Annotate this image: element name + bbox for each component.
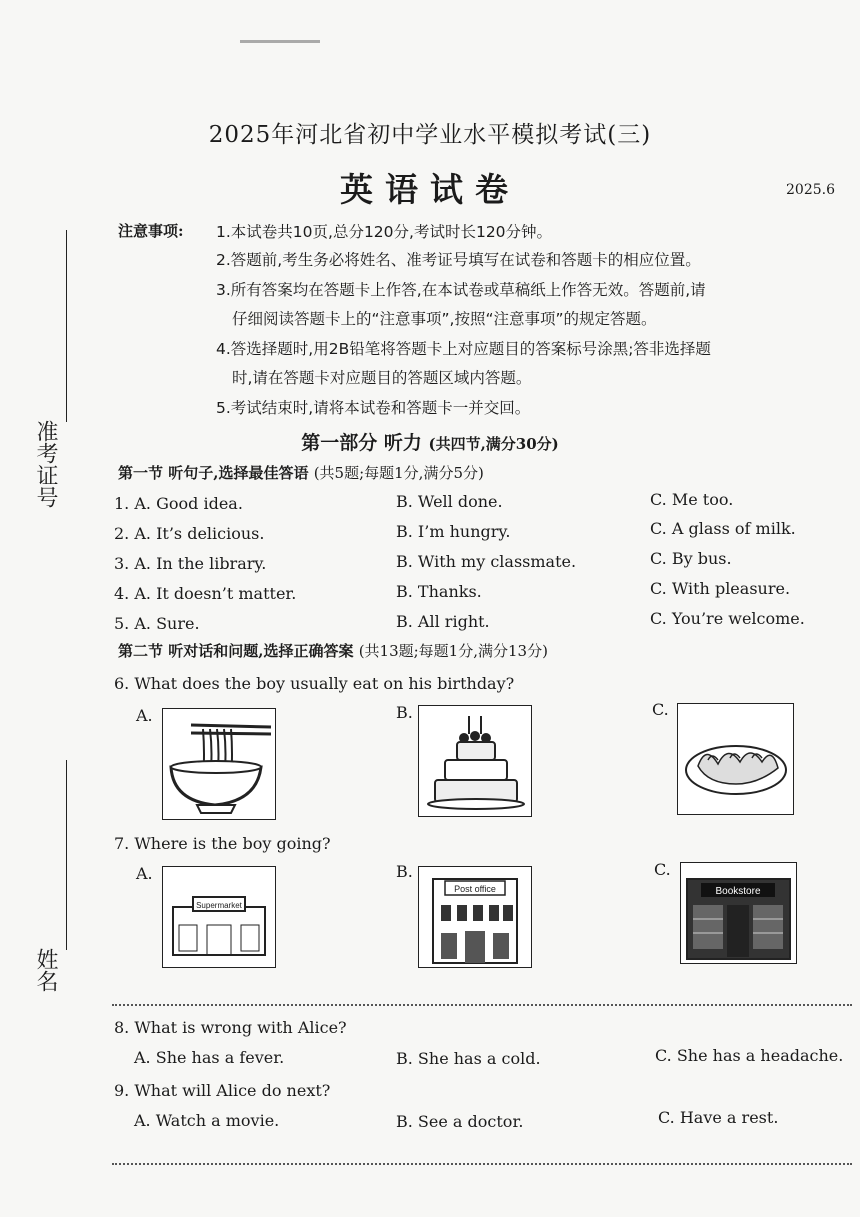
note-item: 时,请在答题卡对应题目的答题区域内答题。 (232, 369, 532, 387)
q2-option-a: 2. A. It’s delicious. (114, 524, 265, 543)
section1-info: (共5题;每题1分,满分5分) (313, 464, 484, 482)
part1-title-text: 第一部分 听力 (301, 432, 422, 454)
cake-image (418, 705, 532, 817)
bookstore-sign: Bookstore (715, 886, 761, 897)
q7-label-a: A. (136, 864, 153, 883)
section2-info: (共13题;每题1分,满分13分) (358, 642, 548, 660)
q7-stem: 7. Where is the boy going? (114, 834, 331, 853)
q4-option-a: 4. A. It doesn’t matter. (114, 584, 297, 603)
q4-option-c: C. With pleasure. (650, 579, 791, 598)
q9-option-c: C. Have a rest. (658, 1108, 779, 1127)
q1-option-b: B. Well done. (396, 492, 503, 511)
exam-date: 2025.6 (786, 182, 835, 198)
supermarket-sign: Supermarket (196, 901, 242, 910)
dumplings-icon (678, 704, 793, 814)
post-office-sign: Post office (454, 884, 496, 894)
q5-option-c: C. You’re welcome. (650, 609, 805, 628)
q6-label-c: C. (652, 700, 669, 719)
dotted-divider (112, 1163, 852, 1165)
q8-option-a: A. She has a fever. (134, 1048, 285, 1067)
notes-label: 注意事项: (118, 222, 184, 240)
section2-title: 第二节 听对话和问题,选择正确答案 (118, 642, 354, 660)
bookstore-icon (681, 863, 796, 963)
note-item: 3.所有答案均在答题卡上作答,在本试卷或草稿纸上作答无效。答题前,请 (216, 281, 706, 299)
q8-option-c: C. She has a headache. (655, 1046, 844, 1065)
noodles-image (162, 708, 276, 820)
q7-label-b: B. (396, 862, 413, 881)
part1-title (0, 428, 860, 455)
supermarket-icon (163, 867, 275, 967)
q5-option-a: 5. A. Sure. (114, 614, 200, 633)
q2-option-b: B. I’m hungry. (396, 522, 511, 541)
cake-icon (419, 706, 531, 816)
q1-option-c: C. Me too. (650, 490, 734, 509)
q7-label-c: C. (654, 860, 671, 879)
section2-heading (118, 640, 548, 661)
q6-label-b: B. (396, 703, 413, 722)
top-scan-mark (240, 40, 320, 43)
q9-option-b: B. See a doctor. (396, 1112, 524, 1131)
note-item: 1.本试卷共10页,总分120分,考试时长120分钟。 (216, 223, 553, 241)
note-item: 4.答选择题时,用2B铅笔将答题卡上对应题目的答案标号涂黑;答非选择题 (216, 340, 711, 358)
dumplings-image (677, 703, 794, 815)
section1-heading (118, 462, 484, 483)
q8-stem: 8. What is wrong with Alice? (114, 1018, 347, 1037)
q1-option-a: 1. A. Good idea. (114, 494, 243, 513)
noodles-icon (163, 709, 275, 819)
part1-subtitle: (共四节,满分30分) (428, 435, 559, 453)
post-office-image (418, 866, 532, 968)
q3-option-b: B. With my classmate. (396, 552, 577, 571)
q3-option-a: 3. A. In the library. (114, 554, 267, 573)
name-line (66, 760, 67, 950)
post-office-icon (419, 867, 531, 967)
exam-id-label: 准考证号 (33, 420, 58, 508)
dotted-divider (112, 1004, 852, 1006)
note-item: 5.考试结束时,请将本试卷和答题卡一并交回。 (216, 399, 531, 417)
section1-title: 第一节 听句子,选择最佳答语 (118, 464, 309, 482)
q3-option-c: C. By bus. (650, 549, 732, 568)
q5-option-b: B. All right. (396, 612, 490, 631)
q6-label-a: A. (136, 706, 153, 725)
q4-option-b: B. Thanks. (396, 582, 482, 601)
exam-title: 2025年河北省初中学业水平模拟考试(三) (208, 122, 652, 148)
bookstore-image (680, 862, 797, 964)
name-label: 姓名 (33, 948, 58, 992)
supermarket-image (162, 866, 276, 968)
q8-option-b: B. She has a cold. (396, 1049, 541, 1068)
exam-id-line (66, 230, 67, 422)
note-item: 2.答题前,考生务必将姓名、准考证号填写在试卷和答题卡的相应位置。 (216, 251, 701, 269)
q9-option-a: A. Watch a movie. (134, 1111, 280, 1130)
note-item: 仔细阅读答题卡上的“注意事项”,按照“注意事项”的规定答题。 (232, 310, 657, 328)
q6-stem: 6. What does the boy usually eat on his birthday? (114, 674, 515, 693)
paper-title: 英语试卷 (340, 170, 520, 209)
q2-option-c: C. A glass of milk. (650, 519, 796, 538)
q9-stem: 9. What will Alice do next? (114, 1081, 331, 1100)
